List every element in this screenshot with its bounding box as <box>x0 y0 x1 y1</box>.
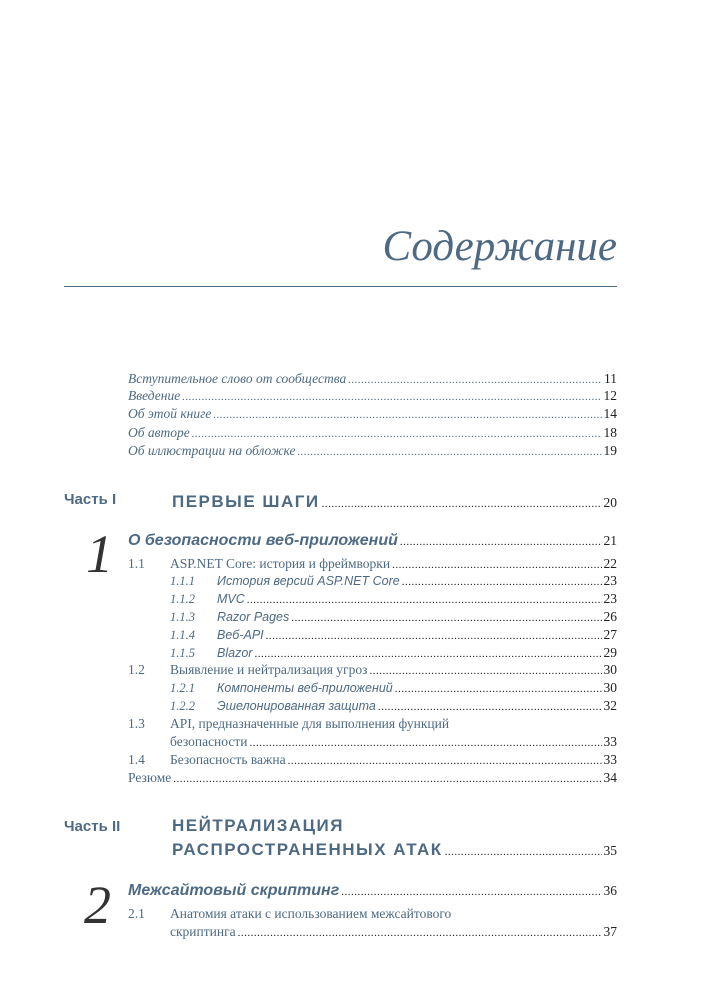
toc-entry-about-book[interactable] <box>128 405 617 423</box>
toc-entry-page: 30 <box>603 662 617 677</box>
toc-entry-subsection-1-1-2[interactable] <box>217 590 617 608</box>
leader-dots <box>369 662 601 680</box>
leader-dots <box>378 698 602 716</box>
toc-entry-page: 29 <box>603 645 617 660</box>
toc-entry-page: 12 <box>603 388 617 403</box>
leader-dots <box>341 882 601 902</box>
section-title: Выявление и нейтрализация угроз <box>170 662 368 677</box>
section-number: 2.1 <box>128 906 145 921</box>
toc-entry-label: Об иллюстрации на обложке <box>128 443 296 458</box>
leader-dots <box>395 680 602 698</box>
toc-entry-page: 34 <box>603 770 617 785</box>
subsection-number: 1.2.2 <box>170 699 195 713</box>
toc-entry-part-2[interactable] <box>172 840 617 860</box>
chapter-2-title: Межсайтовый скриптинг <box>128 882 340 899</box>
toc-entry-subsection-1-1-1[interactable] <box>217 572 617 590</box>
subsection-title: История версий ASP.NET Core <box>217 574 400 588</box>
chapter-1-number: 1 <box>86 524 113 584</box>
leader-dots <box>291 609 601 627</box>
toc-entry-section-2-1[interactable] <box>170 923 617 941</box>
section-title-line-1: API, предназначенные для выполнения функций <box>170 716 450 731</box>
subsection-number: 1.1.1 <box>170 574 195 588</box>
chapter-1-title: О безопасности веб-приложений <box>128 532 398 549</box>
toc-entry-page: 14 <box>603 406 617 421</box>
toc-entry-label: Введение <box>128 388 181 403</box>
part-1-title: ПЕРВЫЕ ШАГИ <box>172 492 320 511</box>
toc-entry-page: 30 <box>603 680 617 695</box>
toc-entry-page: 33 <box>603 752 617 767</box>
leader-dots <box>213 406 601 424</box>
toc-entry-page: 23 <box>603 591 617 606</box>
toc-entry-page: 33 <box>603 734 617 749</box>
leader-dots <box>192 425 602 443</box>
toc-entry-section-1-3[interactable] <box>170 733 617 751</box>
toc-entry-page: 11 <box>604 371 617 386</box>
page-title: Содержание <box>382 223 617 270</box>
section-title: Безопасность важна <box>170 752 286 767</box>
section-title: ASP.NET Core: история и фреймворки <box>170 556 391 571</box>
section-title-line-2: безопасности <box>170 734 248 749</box>
leader-dots <box>266 627 602 645</box>
summary-title: Резюме <box>128 770 172 785</box>
subsection-title: Веб-API <box>217 628 264 642</box>
subsection-title: Эшелонированная защита <box>217 699 376 713</box>
toc-entry-page: 32 <box>603 698 617 713</box>
part-2-title-line-1: НЕЙТРАЛИЗАЦИЯ <box>172 816 344 835</box>
toc-entry-page: 18 <box>603 425 617 440</box>
toc-entry-subsection-1-1-4[interactable] <box>217 626 617 644</box>
toc-entry-subsection-1-1-5[interactable] <box>217 644 617 662</box>
part-2-title-line-2: РАСПРОСТРАНЕННЫХ АТАК <box>172 840 443 859</box>
toc-entry-page: 26 <box>603 609 617 624</box>
leader-dots <box>250 734 602 752</box>
toc-entry-label: Об этой книге <box>128 406 212 421</box>
section-number: 1.2 <box>128 662 145 677</box>
toc-entry-page: 22 <box>603 556 617 571</box>
leader-dots <box>322 494 602 514</box>
toc-entry-label: Об авторе <box>128 425 190 440</box>
toc-entry-foreword[interactable] <box>128 370 617 388</box>
toc-entry-page: 19 <box>603 443 617 458</box>
subsection-number: 1.1.4 <box>170 628 195 642</box>
toc-entry-section-1-4[interactable] <box>170 751 617 769</box>
subsection-number: 1.2.1 <box>170 681 195 695</box>
leader-dots <box>400 532 602 552</box>
section-title-line-1: Анатомия атаки с использованием межсайтового <box>170 906 452 921</box>
subsection-number: 1.1.5 <box>170 646 195 660</box>
toc-entry-page: 36 <box>603 883 617 898</box>
toc-entry-chapter-2[interactable] <box>128 881 617 901</box>
subsection-title: MVC <box>217 592 245 606</box>
subsection-title: Компоненты веб-приложений <box>217 681 393 695</box>
toc-entry-subsection-1-1-3[interactable] <box>217 608 617 626</box>
toc-entry-chapter-1[interactable] <box>128 531 617 551</box>
toc-entry-page: 20 <box>603 495 617 510</box>
toc-entry-page: 35 <box>603 843 617 858</box>
toc-entry-subsection-1-2-2[interactable] <box>217 697 617 715</box>
part-2-label: Часть II <box>64 818 121 835</box>
section-title-line-2: скриптинга <box>170 924 236 939</box>
leader-dots <box>182 388 601 406</box>
toc-entry-subsection-1-2-1[interactable] <box>217 679 617 697</box>
section-number: 1.1 <box>128 556 145 571</box>
toc-entry-section-1-2[interactable] <box>170 661 617 679</box>
leader-dots <box>288 752 602 770</box>
section-number: 1.3 <box>128 716 145 731</box>
leader-dots <box>173 770 601 788</box>
toc-entry-cover-illustration[interactable] <box>128 442 617 460</box>
leader-dots <box>402 573 602 591</box>
section-number: 1.4 <box>128 752 145 767</box>
toc-entry-introduction[interactable] <box>128 387 617 405</box>
leader-dots <box>297 443 601 461</box>
toc-entry-label: Вступительное слово от сообщества <box>128 371 347 386</box>
subsection-number: 1.1.2 <box>170 592 195 606</box>
subsection-title: Razor Pages <box>217 610 290 624</box>
part-1-label: Часть I <box>64 491 117 508</box>
toc-entry-page: 27 <box>603 627 617 642</box>
toc-entry-part-1[interactable] <box>172 492 617 512</box>
leader-dots <box>247 591 602 609</box>
leader-dots <box>445 842 602 862</box>
toc-entry-about-author[interactable] <box>128 424 617 442</box>
subsection-title: Blazor <box>217 646 253 660</box>
chapter-2-number: 2 <box>84 875 111 935</box>
toc-entry-summary[interactable] <box>128 769 617 787</box>
toc-entry-section-1-1[interactable] <box>170 555 617 573</box>
toc-entry-page: 21 <box>603 533 617 548</box>
subsection-number: 1.1.3 <box>170 610 195 624</box>
toc-entry-page: 23 <box>603 573 617 588</box>
toc-entry-page: 37 <box>603 924 617 939</box>
title-rule <box>64 286 617 287</box>
leader-dots <box>238 924 602 942</box>
